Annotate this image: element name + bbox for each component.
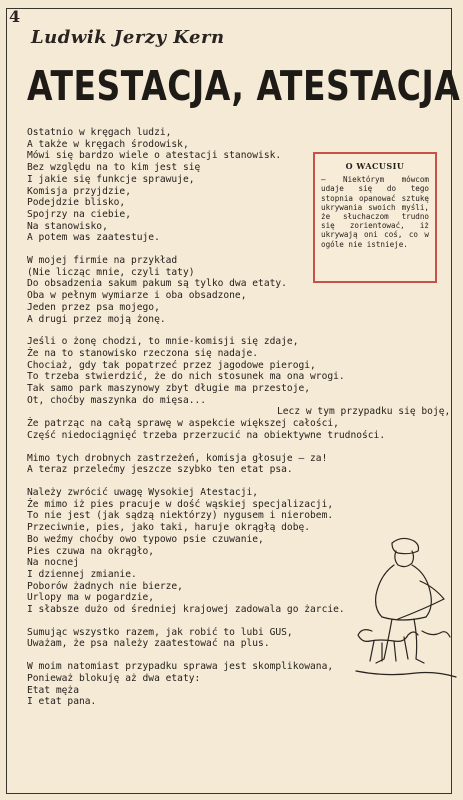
poem-line: Etat męża (27, 684, 79, 696)
poem-line: Że patrząc na całą sprawę w aspekcie większej całości, (27, 418, 339, 430)
author-name: Ludwik Jerzy Kern (31, 27, 225, 48)
poem-line: I słabsze dużo od średniej krajowej zadowala go żarcie. (27, 604, 345, 616)
poem-line: Ponieważ blokuję aż dwa etaty: (27, 672, 201, 684)
poem-line: Na stanowisko, (27, 220, 108, 232)
dog-and-man-sketch-icon (352, 531, 462, 681)
poem-line: Komisja przyjdzie, (27, 185, 131, 197)
poem-line: (Nie licząc mnie, czyli taty) (27, 266, 195, 278)
sidebox-text: — Niektórym mówcom udaje się do tego stopnia opanować sztukę ukrywania swoich myśli, że słuchaczom trudno się zorientować, iż ukrywają oni coś, co w ogóle nie istnieje. (321, 175, 429, 249)
poem-line: Ostatnio w kręgach ludzi, (27, 127, 172, 138)
poem-line: I dziennej zmianie. (27, 568, 137, 580)
poem-line: Część niedociągnięć trzeba przerzucić na obiektywne trudności. (27, 429, 386, 441)
poem-line: W mojej firmie na przykład (27, 255, 178, 267)
poem-line: Jeden przez psa mojego, (27, 301, 160, 313)
stanza-4 (27, 453, 447, 476)
poem-line: Lecz w tym przypadku się boję, (277, 406, 451, 418)
newspaper-column (6, 7, 461, 794)
poem-line: Że na to stanowisko rzeczona się nadaje. (27, 347, 259, 359)
poem-line: W moim natomiast przypadku sprawa jest skomplikowana, (27, 661, 334, 673)
poem-line: Do obsadzenia sakum pakum są tylko dwa etaty. (27, 278, 287, 290)
poem-line: I etat pana. (27, 696, 97, 708)
poem-line: Ot, choćby maszynka do mięsa... (27, 394, 207, 406)
poem-line: Należy zwrócić uwagę Wysokiej Atestacji, (27, 486, 259, 498)
page-corner-mark: 4 (9, 7, 21, 26)
poem-line: Sumując wszystko razem, jak robić to lubi GUS, (27, 626, 293, 638)
poem-line: Urlopy ma w pogardzie, (27, 592, 155, 604)
poem-line: Pies czuwa na okrągło, (27, 545, 155, 557)
poem-line: Uważam, że psa należy zaatestować na plus. (27, 638, 270, 650)
poem-line: Przeciwnie, pies, jako taki, haruje okrągłą dobę. (27, 522, 311, 534)
sidebar-box-wacus (313, 152, 437, 283)
sidebox-heading: O WACUSIU (345, 161, 405, 171)
poem-line: Oba w pełnym wymiarze i oba obsadzone, (27, 290, 247, 302)
poem-line: To trzeba stwierdzić, że do nich stosunek ma ona wrogi. (27, 371, 345, 383)
poem-line: Bo weźmy choćby owo typowo psie czuwanie, (27, 533, 264, 545)
poem-line: A także w kręgach środowisk, (27, 138, 189, 150)
poem-line: To nie jest (jak sądzą niektórzy) nygusem i nierobem. (27, 510, 334, 522)
poem-line: Chociaż, gdy tak popatrzeć przez jagodowe pierogi, (27, 359, 316, 371)
poem-line: A drugi przez moją żonę. (27, 313, 166, 325)
poem-line: Poborów żadnych nie bierze, (27, 580, 183, 592)
poem-line: Jeśli o żonę chodzi, to mnie-komisji się zdaje, (27, 336, 299, 348)
poem-line: Na nocnej (27, 557, 79, 569)
article-title: ATESTACJA, ATESTACJA (27, 61, 461, 110)
poem-line: Mówi się bardzo wiele o atestacji stanowisk. (27, 150, 282, 162)
poem-line: Podejdzie blisko, (27, 197, 126, 209)
poem-line: A potem was zaatestuje. (27, 232, 160, 244)
poem-line: Mimo tych drobnych zastrzeżeń, komisja głosuje — za! (27, 452, 328, 464)
poem-line: Bez względu na to kim jest się (27, 162, 201, 174)
poem-line: Że mimo iż pies pracuje w dość wąskiej specjalizacji, (27, 498, 334, 510)
poem-line: Spojrzy na ciebie, (27, 208, 131, 220)
stanza-3 (27, 336, 451, 441)
poem-line: Tak samo park maszynowy zbyt długie ma przestoje, (27, 383, 311, 395)
poem-line: I jakie się funkcje sprawuje, (27, 173, 195, 185)
poem-line: A teraz przelećmy jeszcze szybko ten etat psa. (27, 464, 293, 476)
